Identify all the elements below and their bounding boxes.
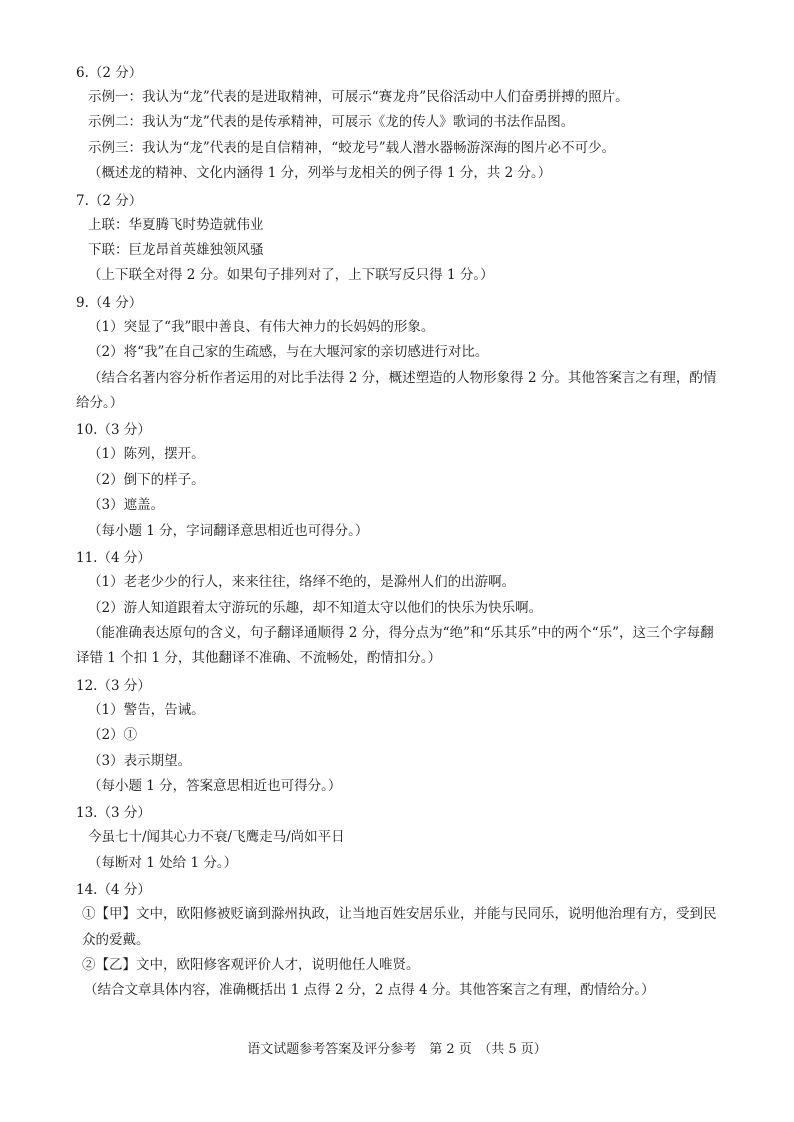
scoring-note: （每小题 1 分，字词翻译意思相近也可得分。） — [88, 522, 369, 539]
question-number: 13.（3 分） — [76, 805, 151, 822]
answer-line: （1）突显了“我”眼中善良、有伟大神力的长妈妈的形象。 — [88, 318, 435, 335]
scoring-note: （每断对 1 处给 1 分。） — [88, 854, 238, 871]
question-number: 7.（2 分） — [76, 192, 143, 209]
answer-line: 下联：巨龙昂首英雄独领风骚 — [88, 242, 264, 259]
answer-line: （1）陈列，摆开。 — [88, 446, 205, 463]
question-number: 6.（2 分） — [76, 65, 143, 81]
scoring-note: （能准确表达原句的含义，句子翻译通顺得 2 分，得分点为“绝”和“乐其乐”中的两个“乐”，这三个字每翻译错 1 个扣 1 分，其他翻译不准确、不流畅处，酌情扣分。） — [76, 624, 714, 667]
answer-list — [76, 62, 736, 1004]
scoring-note: （结合名著内容分析作者运用的对比手法得 2 分，概述塑造的人物形象得 2 分。其他答案言之有理，酌情给分。） — [76, 369, 717, 412]
question-12 — [76, 675, 736, 800]
question-6 — [76, 62, 736, 187]
answer-line: 今虽七十/闻其心力不衰/飞鹰走马/尚如平日 — [88, 829, 345, 846]
answer-line: 上联：华夏腾飞时势造就伟业 — [88, 216, 264, 233]
answer-line: 示例一：我认为“龙”代表的是进取精神，可展示“赛龙舟”民俗活动中人们奋勇拼搏的照片。 — [88, 89, 629, 105]
question-7 — [76, 190, 736, 289]
question-number: 14.（4 分） — [76, 882, 151, 899]
answer-line: 示例二：我认为“龙”代表的是传承精神，可展示《龙的传人》歌词的书法作品图。 — [88, 114, 575, 131]
scoring-note: （结合文章具体内容，准确概括出 1 点得 2 分，2 点得 4 分。其他答案言之有理，酌情给分。） — [84, 982, 655, 999]
answer-line: ①【甲】文中，欧阳修被贬谪到滁州执政，让当地百姓安居乐业，并能与民同乐，说明他治理有方，受到民众的爱戴。 — [82, 906, 717, 948]
question-number: 9.（4 分） — [76, 294, 143, 311]
question-14 — [76, 879, 736, 1004]
question-number: 10.（3 分） — [76, 422, 151, 439]
question-11 — [76, 547, 736, 672]
question-number: 12.（3 分） — [76, 677, 151, 694]
answer-line: （3）遮盖。 — [88, 497, 165, 514]
scoring-note: （概述龙的精神、文化内涵得 1 分，列举与龙相关的例子得 1 分，共 2 分。） — [88, 165, 552, 182]
answer-line: （2）倒下的样子。 — [88, 471, 205, 488]
answer-line: （2）① — [88, 727, 138, 744]
page-footer: 语文试题参考答案及评分参考 第 2 页 （共 5 页） — [247, 1042, 547, 1057]
answer-line: 示例三：我认为“龙”代表的是自信精神，“蛟龙号”载人潜水器畅游深海的图片必不可少。 — [88, 139, 616, 156]
answer-line: （1）警告，告诫。 — [88, 701, 205, 718]
question-number: 11.（4 分） — [76, 550, 151, 567]
question-10 — [76, 419, 736, 544]
question-9 — [76, 292, 736, 417]
answer-line: （2）将“我”在自己家的生疏感，与在大堰河家的亲切感进行对比。 — [88, 344, 489, 361]
scoring-note: （上下联全对得 2 分。如果句子排列对了，上下联写反只得 1 分。） — [88, 267, 494, 284]
scoring-note: （每小题 1 分，答案意思相近也可得分。） — [88, 777, 342, 794]
answer-line: （2）游人知道跟着太守游玩的乐趣，却不知道太守以他们的快乐为快乐啊。 — [88, 599, 543, 616]
question-13 — [76, 802, 736, 876]
answer-line: ②【乙】文中，欧阳修客观评价人才，说明他任人唯贤。 — [82, 956, 420, 973]
answer-line: （3）表示期望。 — [88, 752, 192, 769]
answer-line: （1）老老少少的行人，来来往往，络绎不绝的，是滁州人们的出游啊。 — [88, 574, 516, 591]
